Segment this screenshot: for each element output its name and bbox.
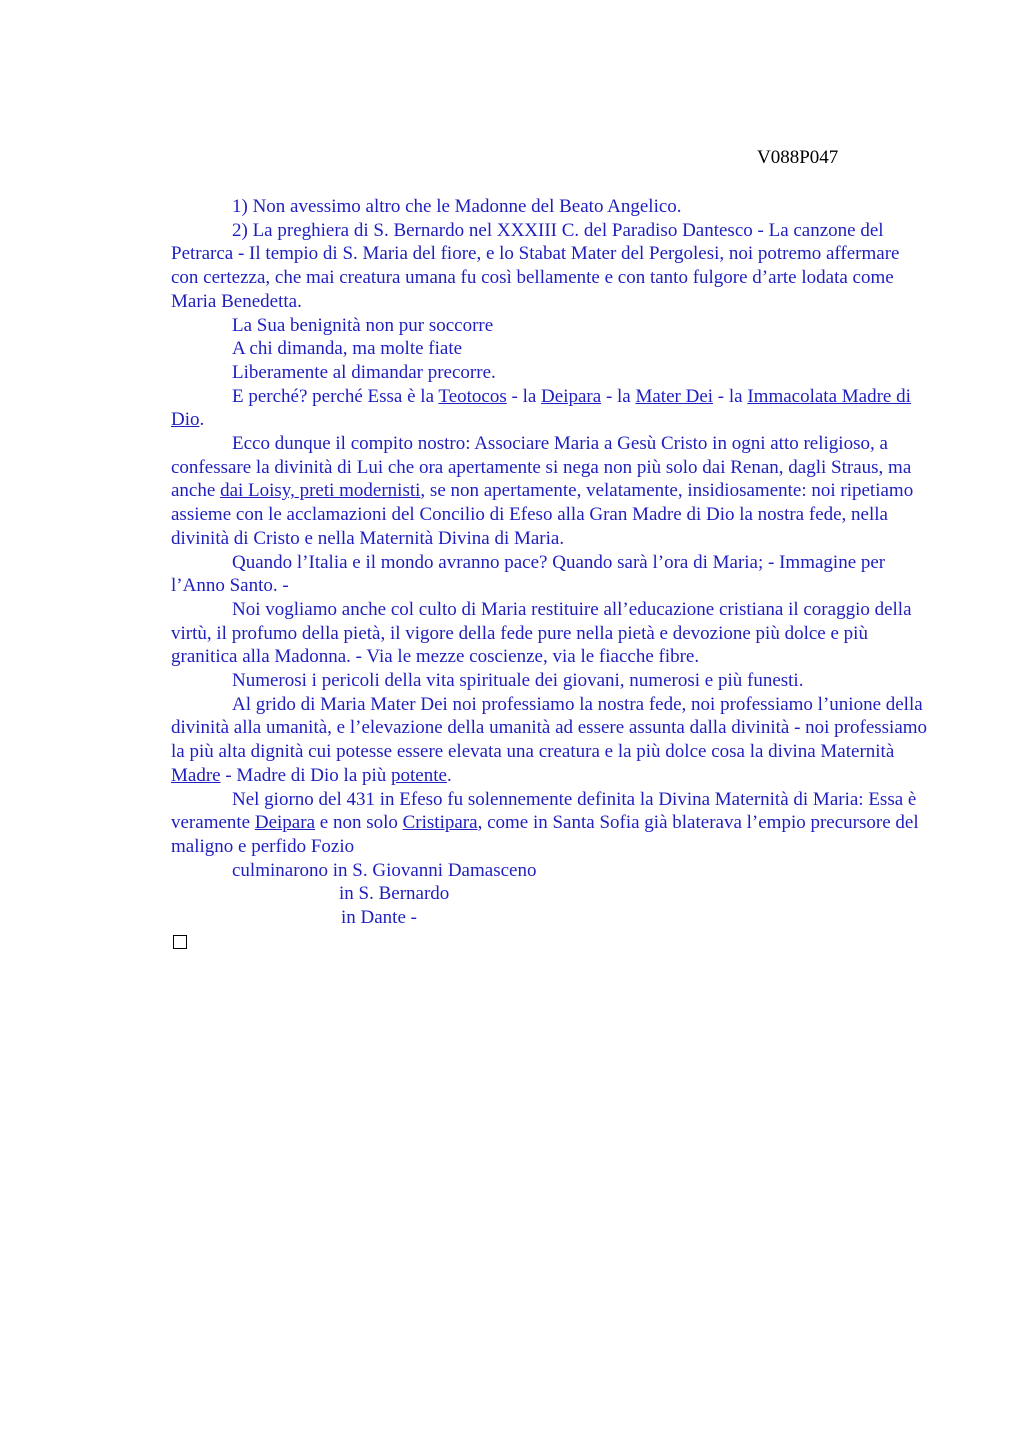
paragraph-2: 2) La preghiera di S. Bernardo nel XXXIII C. del Paradiso Dantesco - La canzone del Petrarca - Il tempio di S. Maria del fiore, e lo Stabat Mater del Pergolesi, noi potremo affermare con certezza, che mai creatura umana fu così bellamente e con tanto fulgore d’arte lodata come Maria Benedetta. xyxy=(171,219,900,312)
paragraph-8: Al grido di Maria Mater Dei noi professiamo la nostra fede, noi professiamo l’unione della divinità alla umanità, e l’elevazione della umanità ad essere assunta dalla divinità - noi professiamo la più alta dignità cui potesse essere elevata una creatura e la più dolce cosa la divina Maternità Madre - Madre di Dio la più potente. xyxy=(171,693,928,786)
paragraph-1: 1) Non avessimo altro che le Madonne del Beato Angelico. xyxy=(232,196,682,217)
page-reference-code: V088P047 xyxy=(757,147,839,168)
end-marker xyxy=(171,930,931,956)
underlined-loisy: dai Loisy, preti modernisti xyxy=(220,480,421,502)
verse-line-1: La Sua benignità non pur soccorre xyxy=(232,314,494,336)
list-line-3: in Dante - xyxy=(341,907,417,929)
list-line-1: culminarono in S. Giovanni Damasceno xyxy=(232,859,537,881)
underlined-deipara-2: Deipara xyxy=(254,812,316,834)
underlined-teotocos: Teotocos xyxy=(438,385,507,407)
underlined-immacolata: Immacolata Madre di Dio xyxy=(171,385,911,431)
square-icon xyxy=(173,935,187,949)
underlined-cristipara: Cristipara xyxy=(402,812,478,834)
list-line-2: in S. Bernardo xyxy=(339,883,450,905)
paragraph-3: E perché? perché Essa è la Teotocos - la Deipara - la Mater Dei - la Immacolata Madre di Dio. xyxy=(171,385,911,431)
underlined-deipara: Deipara xyxy=(541,385,602,407)
underlined-potente: potente xyxy=(391,764,447,786)
paragraph-6: Noi vogliamo anche col culto di Maria restituire all’educazione cristiana il coraggio della virtù, il profumo della pietà, il vigore della fede pure nella pietà e devozione più dolce e più granitica alla Madonna. - Via le mezze coscienze, via le fiacche fibre. xyxy=(171,598,912,668)
paragraph-7: Numerosi i pericoli della vita spirituale dei giovani, numerosi e più funesti. xyxy=(232,670,804,692)
paragraph-4: Ecco dunque il compito nostro: Associare Maria a Gesù Cristo in ogni atto religioso, a confessare la divinità di Lui che ora apertamente si nega non più solo dai Renan, dagli Straus, ma anche dai Loisy, preti modernisti, se non apertamente, velatamente, insidiosamente: noi ripetiamo assieme con le acclamazioni del Concilio di Efeso alla Gran Madre di Dio la nostra fede, nella divinità di Cristo e nella Maternità Divina di Maria. xyxy=(171,433,914,549)
verse-line-3: Liberamente al dimandar precorre. xyxy=(232,361,496,383)
verse-line-2: A chi dimanda, ma molte fiate xyxy=(232,338,463,360)
paragraph-5: Quando l’Italia e il mondo avranno pace? Quando sarà l’ora di Maria; - Immagine per l’Anno Santo. - xyxy=(171,551,886,597)
paragraph-9: Nel giorno del 431 in Efeso fu solennemente definita la Divina Maternità di Maria: Essa è veramente Deipara e non solo Cristipara, come in Santa Sofia già blaterava l’empio precursore del maligno e perfido Fozio xyxy=(171,788,919,857)
underlined-mater-dei: Mater Dei xyxy=(635,385,714,407)
document-body xyxy=(171,195,931,956)
underlined-madre: Madre xyxy=(171,764,221,786)
